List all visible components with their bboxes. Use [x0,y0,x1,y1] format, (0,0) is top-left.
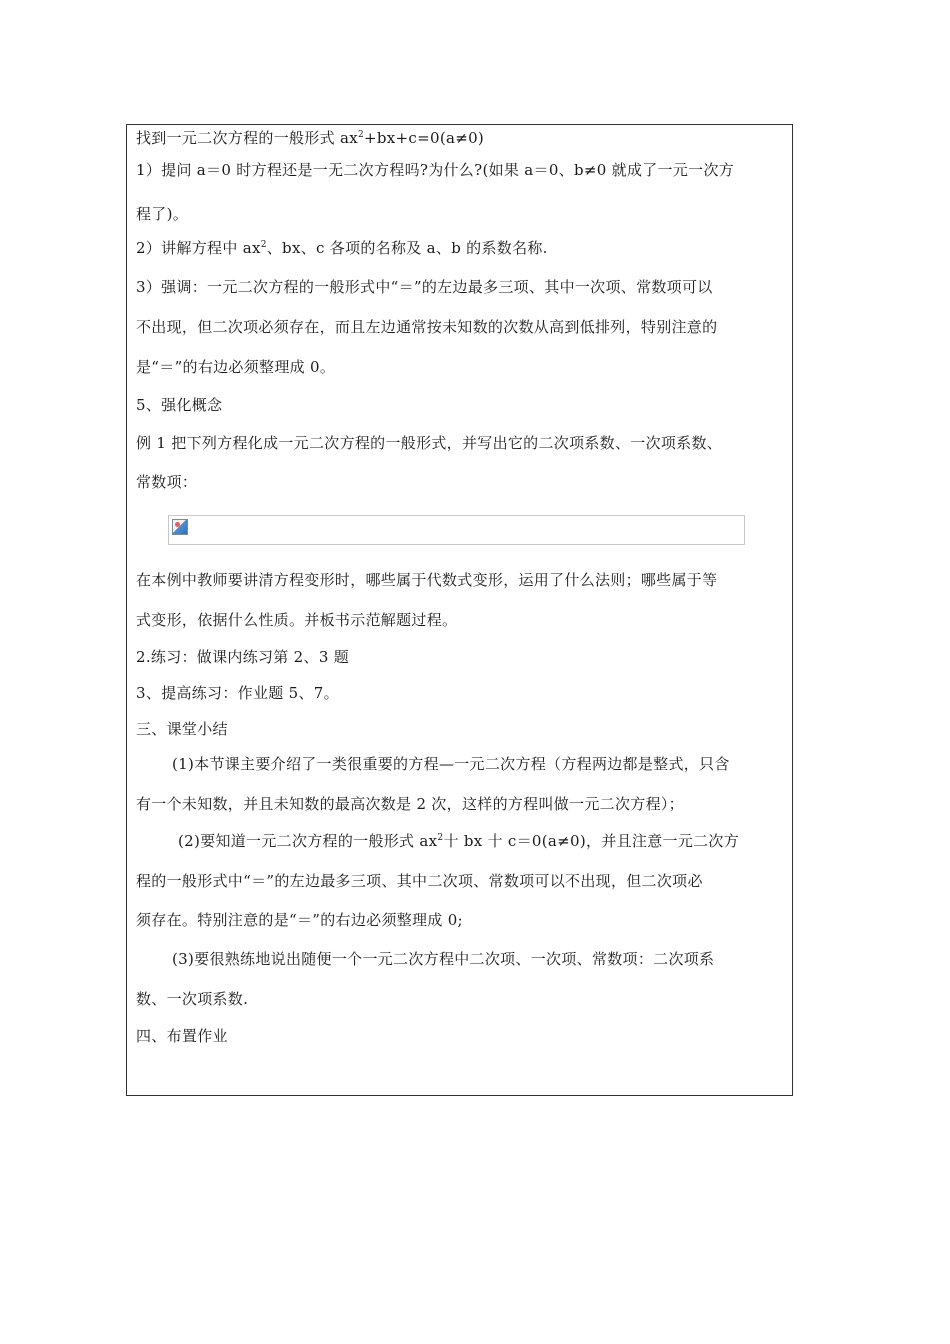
summary-3-line-2: 数、一次项系数. [136,990,249,1008]
summary-2-line-3: 须存在。特别注意的是“＝”的右边必须整理成 0; [136,911,463,929]
broken-image-icon [172,519,188,535]
teaching-note-line-2: 式变形，依据什么性质。并板书示范解题过程。 [136,611,458,629]
emphasis-line-1: 3）强调：一元二次方程的一般形式中“＝”的左边最多三项、其中一次项、常数项可以 [136,278,713,296]
summary-1-line-2: 有一个未知数，并且未知数的最高次数是 2 次，这样的方程叫做一元二次方程）； [136,795,684,813]
section-heading-concept: 5、强化概念 [136,396,223,414]
section-heading-homework: 四、布置作业 [136,1027,228,1045]
superscript: 2 [260,240,267,250]
equation-image-placeholder [168,515,745,545]
general-form-text: 找到一元二次方程的一般形式 ax [136,129,358,147]
summary-1-line-1: (1)本节课主要介绍了一类很重要的方程—一元二次方程（方程两边都是整式，只含 [172,755,730,773]
summary-2-line-2: 程的一般形式中“＝”的左边最多三项、其中二次项、常数项可以不出现，但二次项必 [136,872,703,890]
question-line-1: 1）提问 a＝0 时方程还是一无二次方程吗?为什么?(如果 a＝0、b≠0 就成了一元一次方 [136,161,735,179]
summary-3-line-1: (3)要很熟练地说出随便一个一元二次方程中二次项、一次项、常数项：二次项系 [172,950,715,968]
explain-text: 2）讲解方程中 ax [136,239,261,257]
example-line-1: 例 1 把下列方程化成一元二次方程的一般形式，并写出它的二次项系数、一次项系数、 [136,434,723,452]
superscript: 2 [437,833,444,843]
explain-text-end: 、bx、c 各项的名称及 a、b 的系数名称. [266,239,548,257]
summary-2-text: (2)要知道一元二次方程的一般形式 ax [178,832,438,850]
question-line-2: 程了)。 [136,205,189,223]
explain-line [136,238,548,258]
general-form-text-end: +bx+c=0(a≠0) [364,129,485,147]
summary-2-line-1 [178,831,739,851]
example-line-2: 常数项： [136,473,198,491]
section-heading-summary: 三、课堂小结 [136,720,228,738]
advanced-practice-line: 3、提高练习：作业题 5、7。 [136,684,339,702]
teaching-note-line-1: 在本例中教师要讲清方程变形时，哪些属于代数式变形，运用了什么法则；哪些属于等 [136,571,718,589]
general-form-line [136,128,484,148]
practice-line: 2.练习：做课内练习第 2、3 题 [136,648,350,666]
summary-2-text-end: 十 bx 十 c＝0(a≠0)，并且注意一元二次方 [443,832,740,850]
emphasis-line-2: 不出现，但二次项必须存在，而且左边通常按未知数的次数从高到低排列，特别注意的 [136,318,718,336]
superscript: 2 [357,130,365,140]
emphasis-line-3: 是“＝”的右边必须整理成 0。 [136,358,336,376]
